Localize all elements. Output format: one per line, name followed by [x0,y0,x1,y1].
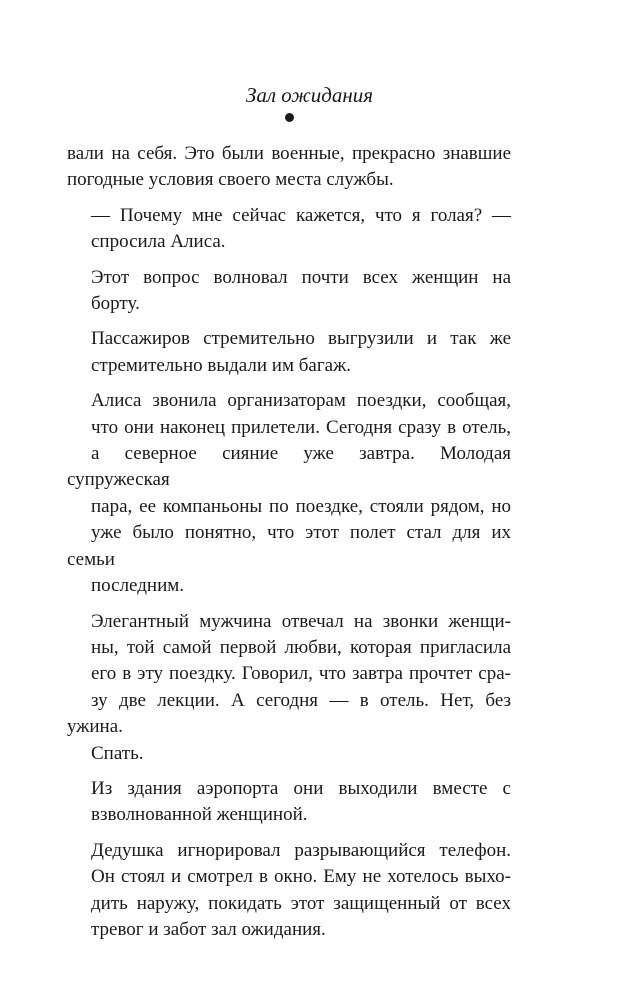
text-line: что они наконец прилетели. Сегодня сразу в отель, [91,416,511,438]
text-line: последним. [91,575,185,597]
paragraph [67,141,511,194]
text-line: Дедушка игнорировал разрывающийся телефон. [91,839,511,861]
paragraph [67,265,511,318]
text-line: Спать. [91,742,144,764]
text-line: его в эту поездку. Говорил, что завтра прочтет сра- [91,663,511,685]
text-line: вали на себя. Это были военные, прекрасно знавшие [67,143,511,164]
text-line: спросила Алиса. [91,231,226,253]
body-text [67,141,511,943]
text-line: ны, той самой первой любви, которая пригласила [91,636,511,658]
paragraph [67,326,511,379]
text-line: а северное сияние уже завтра. Молодая супружеская [67,443,511,491]
paragraph [67,203,511,256]
text-line: зу две лекции. А сегодня — в отель. Нет, без ужина. [67,689,511,738]
text-line: взволнованной женщиной. [91,804,308,826]
text-line: погодные условия своего места службы. [67,169,394,191]
text-line: Он стоял и смотрел в окно. Ему не хотелось выхо- [91,866,511,888]
text-line: Элегантный мужчина отвечал на звонки женщи- [91,610,511,632]
text-line: Алиса звонила организаторам поездки, сообщая, [91,390,511,412]
text-line: пара, ее компаньоны по поездке, стояли рядом, но [91,495,511,517]
paragraph [67,776,511,829]
paragraph [67,388,511,599]
text-line: стремительно выдали им багаж. [91,354,351,376]
text-line: — Почему мне сейчас кажется, что я голая? — [91,204,511,226]
text-line: тревог и забот зал ожидания. [91,918,326,940]
running-head: Зал ожидания [245,83,374,107]
text-line: борту. [91,293,140,315]
paragraph [67,838,511,944]
text-line: Этот вопрос волновал почти всех женщин на [91,266,511,288]
ornament-bullet [285,113,294,122]
text-line: уже было понятно, что этот полет стал для их семьи [67,522,511,570]
paragraph [67,609,511,767]
text-line: дить наружу, покидать этот защищенный от всех [91,892,511,914]
text-line: Из здания аэропорта они выходили вместе с [91,777,511,799]
text-line: Пассажиров стремительно выгрузили и так же [91,328,511,350]
